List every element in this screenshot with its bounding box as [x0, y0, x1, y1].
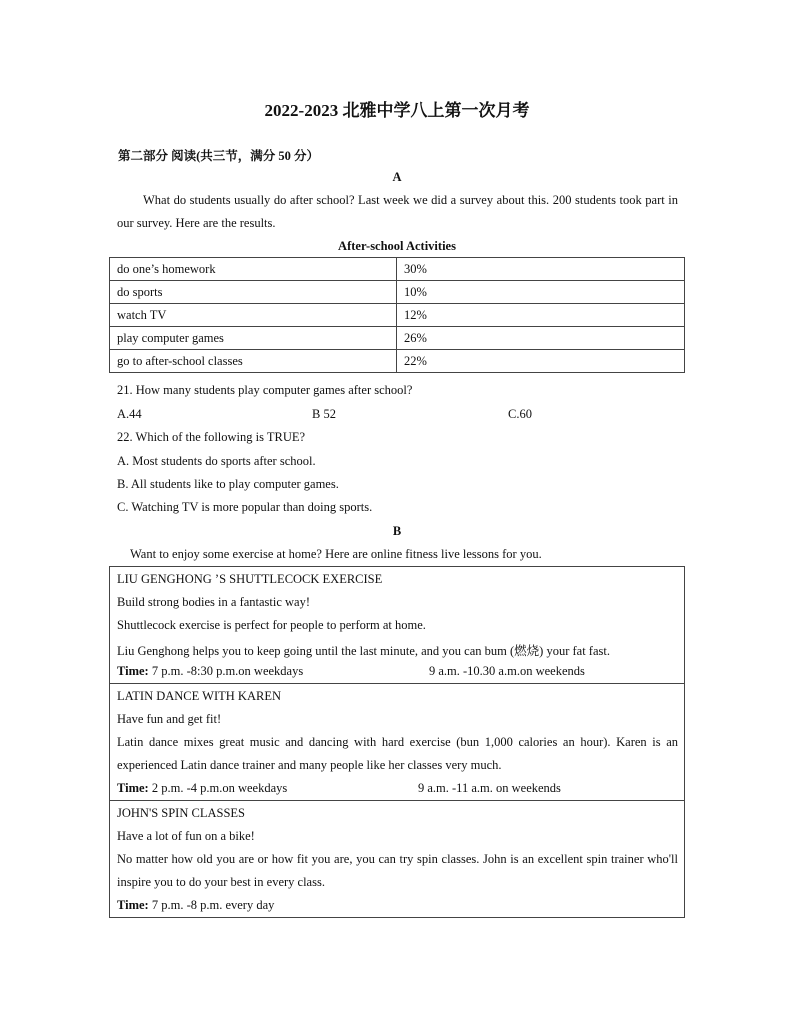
lesson-time	[117, 898, 274, 913]
table-title: After-school Activities	[338, 239, 456, 253]
lesson-title: LATIN DANCE WITH KAREN	[117, 689, 281, 703]
passage-b-label: B	[392, 524, 402, 538]
activity-cell: do sports	[110, 281, 397, 304]
passage-a-label: A	[392, 170, 402, 184]
lesson-title: LIU GENGHONG ’S SHUTTLECOCK EXERCISE	[117, 572, 383, 586]
lesson-box-karen	[109, 683, 685, 800]
lesson-text: Shuttlecock exercise is perfect for people to perform at home.	[117, 618, 426, 632]
q22-option-a: A. Most students do sports after school.	[117, 454, 316, 468]
time-weekend: 9 a.m. -10.30 a.m.on weekends	[429, 664, 585, 678]
q22-option-b: B. All students like to play computer games.	[117, 477, 339, 491]
table-row	[110, 258, 685, 281]
q22-option-c: C. Watching TV is more popular than doing sports.	[117, 500, 373, 514]
percent-cell: 12%	[397, 304, 685, 327]
q21-option-c: C.60	[508, 407, 532, 421]
table-row	[110, 350, 685, 373]
time-label: Time:	[117, 781, 149, 795]
percent-cell: 26%	[397, 327, 685, 350]
table-row	[110, 327, 685, 350]
lesson-time	[117, 664, 303, 679]
page-title: 2022-2023 北雅中学八上第一次月考	[264, 101, 530, 120]
time-label: Time:	[117, 664, 149, 678]
percent-cell: 22%	[397, 350, 685, 373]
q21-option-b: B 52	[312, 407, 336, 421]
question-22: 22. Which of the following is TRUE?	[117, 430, 306, 444]
time-weekday: 7 p.m. -8:30 p.m.on weekdays	[151, 664, 304, 678]
percent-cell: 10%	[397, 281, 685, 304]
lesson-time	[117, 781, 287, 796]
time-weekday: 2 p.m. -4 p.m.on weekdays	[151, 781, 288, 795]
passage-a-intro: What do students usually do after school? Last week we did a survey about this. 200 students took part in our survey. Here are the results.	[117, 193, 678, 230]
activity-cell: play computer games	[110, 327, 397, 350]
question-21: 21. How many students play computer games after school?	[117, 383, 413, 397]
lesson-title: JOHN'S SPIN CLASSES	[117, 806, 245, 820]
activity-cell: go to after-school classes	[110, 350, 397, 373]
time-weekday: 7 p.m. -8 p.m. every day	[151, 898, 275, 912]
lesson-subtitle: Have fun and get fit!	[117, 712, 222, 726]
table-row	[110, 304, 685, 327]
table-row	[110, 281, 685, 304]
lesson-text: Liu Genghong helps you to keep going until the last minute, and you can bum (燃烧) your fat fast.	[117, 644, 610, 658]
section-heading: 第二部分 阅读(共三节，满分 50 分）	[118, 149, 320, 163]
lesson-subtitle: Build strong bodies in a fantastic way!	[117, 595, 311, 609]
q21-option-a: A.44	[117, 407, 142, 421]
time-label: Time:	[117, 898, 149, 912]
time-weekend: 9 a.m. -11 a.m. on weekends	[418, 781, 561, 795]
lesson-text: Latin dance mixes great music and dancing with hard exercise (bun 1,000 calories an hour). Karen is an experienced Latin dance trainer and many people like her classes very much.	[117, 735, 678, 772]
activity-cell: watch TV	[110, 304, 397, 327]
lesson-box-liu	[109, 566, 685, 683]
activity-cell: do one’s homework	[110, 258, 397, 281]
lesson-subtitle: Have a lot of fun on a bike!	[117, 829, 255, 843]
lesson-text: No matter how old you are or how fit you are, you can try spin classes. John is an excellent spin trainer who'll inspire you to do your best in every class.	[117, 852, 678, 889]
activities-table	[109, 257, 685, 373]
passage-b-intro: Want to enjoy some exercise at home? Here are online fitness live lessons for you.	[130, 547, 542, 561]
lesson-box-john	[109, 800, 685, 918]
percent-cell: 30%	[397, 258, 685, 281]
